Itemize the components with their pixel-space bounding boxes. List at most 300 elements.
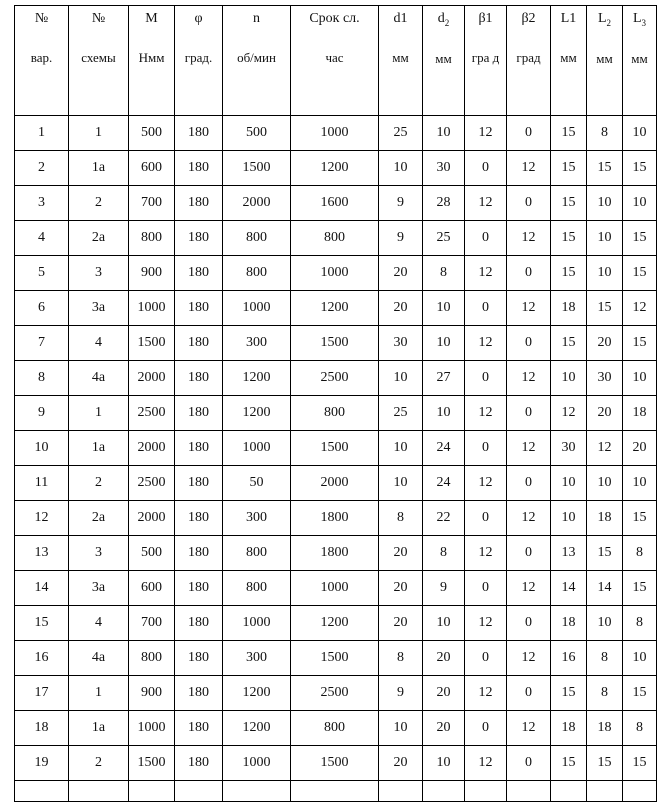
table-cell: 500	[129, 536, 175, 571]
table-cell: 10	[623, 361, 657, 396]
table-cell: 12	[465, 536, 507, 571]
table-cell: 15	[623, 151, 657, 186]
table-row	[15, 291, 657, 326]
table-cell: 10	[379, 431, 423, 466]
table-cell: 3	[69, 536, 129, 571]
table-cell: 0	[507, 606, 551, 641]
table-row	[15, 501, 657, 536]
table-cell: 180	[175, 151, 223, 186]
header-symbol: №	[91, 11, 106, 26]
table-cell: 180	[175, 641, 223, 676]
table-row	[15, 746, 657, 781]
header-symbol: β2	[521, 11, 536, 26]
table-cell: 8	[623, 606, 657, 641]
header-unit: Нмм	[138, 49, 165, 65]
table-cell: 8	[423, 256, 465, 291]
table-cell: 800	[129, 641, 175, 676]
table-cell: 15	[587, 536, 623, 571]
table-cell: 0	[507, 326, 551, 361]
header-symbol: β1	[478, 11, 493, 26]
table-cell: 12	[507, 221, 551, 256]
table-cell: 8	[379, 641, 423, 676]
table-row	[15, 396, 657, 431]
table-cell	[551, 781, 587, 802]
table-row	[15, 186, 657, 221]
table-cell: 1500	[291, 431, 379, 466]
table-cell: 18	[551, 291, 587, 326]
table-cell	[507, 781, 551, 802]
table-cell: 4	[69, 326, 129, 361]
table-cell	[15, 781, 69, 802]
table-cell: 8	[587, 676, 623, 711]
table-cell: 24	[423, 431, 465, 466]
table-cell: 17	[15, 676, 69, 711]
table-row	[15, 641, 657, 676]
header-row	[15, 6, 657, 116]
table-cell: 10	[379, 711, 423, 746]
header-symbol: φ	[194, 11, 203, 26]
table-cell: 18	[551, 711, 587, 746]
table-cell: 15	[623, 221, 657, 256]
table-cell: 15	[551, 116, 587, 151]
table-cell: 5	[15, 256, 69, 291]
table-cell: 10	[379, 151, 423, 186]
header-unit: об/мин	[237, 49, 276, 65]
table-cell: 10	[623, 186, 657, 221]
table-cell: 1	[69, 676, 129, 711]
table-cell: 12	[507, 361, 551, 396]
header-symbol: d1	[393, 11, 408, 26]
table-cell: 180	[175, 431, 223, 466]
table-cell	[465, 781, 507, 802]
header-cell	[423, 6, 465, 116]
variants-table	[14, 5, 657, 802]
header-symbol: L1	[560, 11, 577, 26]
table-cell: 3а	[69, 571, 129, 606]
table-cell: 19	[15, 746, 69, 781]
table-cell: 1500	[291, 326, 379, 361]
table-cell: 1200	[223, 676, 291, 711]
table-cell: 18	[587, 711, 623, 746]
table-cell: 2500	[129, 466, 175, 501]
table-cell: 180	[175, 466, 223, 501]
table-cell: 14	[551, 571, 587, 606]
table-cell: 3	[15, 186, 69, 221]
table-cell: 1800	[291, 501, 379, 536]
table-cell: 0	[507, 116, 551, 151]
table-cell: 0	[507, 536, 551, 571]
table-cell: 3а	[69, 291, 129, 326]
table-cell	[587, 781, 623, 802]
table-cell: 30	[379, 326, 423, 361]
table-cell: 15	[623, 501, 657, 536]
table-row	[15, 431, 657, 466]
table-cell: 9	[379, 676, 423, 711]
table-cell: 20	[379, 746, 423, 781]
table-row	[15, 711, 657, 746]
table-cell: 27	[423, 361, 465, 396]
table-cell: 10	[551, 361, 587, 396]
table-row	[15, 256, 657, 291]
table-cell: 25	[379, 116, 423, 151]
table-cell: 10	[623, 641, 657, 676]
table-cell: 20	[423, 711, 465, 746]
table-cell: 2000	[129, 501, 175, 536]
table-cell: 600	[129, 151, 175, 186]
table-cell: 1500	[223, 151, 291, 186]
table-cell: 12	[465, 606, 507, 641]
header-symbol: M	[145, 11, 158, 26]
table-cell: 1000	[223, 291, 291, 326]
table-cell	[379, 781, 423, 802]
table-cell: 2500	[291, 676, 379, 711]
table-cell: 2000	[129, 361, 175, 396]
table-cell: 700	[129, 606, 175, 641]
table-cell: 180	[175, 571, 223, 606]
table-row	[15, 571, 657, 606]
header-cell	[69, 6, 129, 116]
table-cell: 0	[465, 221, 507, 256]
table-cell: 2	[69, 746, 129, 781]
table-cell: 1200	[223, 361, 291, 396]
table-cell: 12	[507, 571, 551, 606]
header-symbol: $L_2$	[597, 11, 612, 28]
table-cell: 12	[465, 396, 507, 431]
table-cell: 15	[551, 746, 587, 781]
table-cell: 15	[587, 291, 623, 326]
header-cell	[587, 6, 623, 116]
table-cell: 10	[423, 291, 465, 326]
table-cell: 10	[423, 116, 465, 151]
table-cell: 12	[465, 116, 507, 151]
table-cell: 1200	[291, 291, 379, 326]
table-cell: 500	[223, 116, 291, 151]
table-cell: 20	[379, 606, 423, 641]
table-cell: 800	[223, 221, 291, 256]
header-unit: град	[516, 49, 541, 65]
table-cell: 15	[551, 326, 587, 361]
header-unit: час	[325, 49, 344, 65]
table-cell: 300	[223, 501, 291, 536]
table-cell: 12	[465, 746, 507, 781]
table-cell: 2000	[223, 186, 291, 221]
table-cell: 8	[423, 536, 465, 571]
table-cell: 1000	[291, 571, 379, 606]
table-cell: 15	[623, 571, 657, 606]
table-cell: 0	[507, 466, 551, 501]
table-cell: 12	[507, 711, 551, 746]
table-cell: 1200	[223, 711, 291, 746]
table-cell: 180	[175, 676, 223, 711]
table-cell: 2	[15, 151, 69, 186]
table-cell: 1000	[129, 291, 175, 326]
table-cell: 10	[587, 466, 623, 501]
header-cell	[129, 6, 175, 116]
table-cell: 800	[291, 711, 379, 746]
header-cell	[465, 6, 507, 116]
table-cell: 15	[551, 151, 587, 186]
table-cell: 18	[551, 606, 587, 641]
table-cell: 15	[551, 186, 587, 221]
table-cell: 8	[587, 641, 623, 676]
table-cell: 1	[69, 116, 129, 151]
table-cell: 180	[175, 116, 223, 151]
table-cell: 10	[423, 326, 465, 361]
table-cell: 0	[507, 396, 551, 431]
table-cell: 2500	[291, 361, 379, 396]
table-cell: 15	[551, 676, 587, 711]
table-cell: 12	[465, 326, 507, 361]
table-cell: 1000	[291, 116, 379, 151]
table-cell: 2	[69, 186, 129, 221]
table-cell: 10	[379, 466, 423, 501]
table-row	[15, 676, 657, 711]
table-cell: 20	[379, 256, 423, 291]
table-cell: 8	[623, 536, 657, 571]
table-cell: 180	[175, 256, 223, 291]
table-cell: 18	[15, 711, 69, 746]
table-row	[15, 466, 657, 501]
table-row	[15, 536, 657, 571]
table-cell: 1000	[223, 746, 291, 781]
table-cell: 1а	[69, 431, 129, 466]
table-cell: 15	[551, 221, 587, 256]
header-cell	[507, 6, 551, 116]
table-cell: 15	[623, 326, 657, 361]
table-cell: 20	[379, 291, 423, 326]
table-cell: 1а	[69, 711, 129, 746]
table-cell: 500	[129, 116, 175, 151]
table-cell: 15	[623, 676, 657, 711]
table-cell: 1200	[223, 396, 291, 431]
table-cell: 0	[465, 711, 507, 746]
table-cell: 8	[623, 711, 657, 746]
header-unit: мм	[596, 50, 613, 66]
header-cell	[175, 6, 223, 116]
table-row	[15, 221, 657, 256]
table-cell	[175, 781, 223, 802]
table-row	[15, 116, 657, 151]
header-symbol: $d_2$	[437, 11, 450, 28]
table-cell: 10	[551, 501, 587, 536]
table-cell: 30	[423, 151, 465, 186]
table-cell: 11	[15, 466, 69, 501]
table-row	[15, 151, 657, 186]
table-cell: 22	[423, 501, 465, 536]
table-cell: 20	[423, 641, 465, 676]
table-cell	[423, 781, 465, 802]
table-cell: 1500	[291, 746, 379, 781]
table-cell: 800	[223, 256, 291, 291]
table-cell: 1000	[223, 606, 291, 641]
table-cell: 10	[587, 186, 623, 221]
table-cell: 12	[551, 396, 587, 431]
table-cell: 4	[15, 221, 69, 256]
table-cell: 15	[623, 746, 657, 781]
table-cell: 12	[507, 291, 551, 326]
table-cell: 1	[15, 116, 69, 151]
header-symbol: n	[253, 11, 260, 26]
table-cell: 15	[587, 151, 623, 186]
table-cell: 8	[15, 361, 69, 396]
table-cell: 800	[291, 396, 379, 431]
table-cell: 12	[507, 151, 551, 186]
header-unit: схемы	[81, 49, 116, 65]
table-cell: 28	[423, 186, 465, 221]
table-cell: 15	[587, 746, 623, 781]
table-cell: 4	[69, 606, 129, 641]
table-cell: 1600	[291, 186, 379, 221]
table-cell: 12	[465, 466, 507, 501]
header-unit: мм	[435, 50, 452, 66]
table-cell: 2000	[129, 431, 175, 466]
table-cell	[69, 781, 129, 802]
table-cell: 1200	[291, 606, 379, 641]
table-cell: 180	[175, 606, 223, 641]
table-cell: 0	[507, 746, 551, 781]
table-cell: 50	[223, 466, 291, 501]
table-cell: 0	[465, 291, 507, 326]
table-cell: 180	[175, 746, 223, 781]
table-cell: 15	[623, 256, 657, 291]
table-cell: 1500	[129, 746, 175, 781]
table-cell: 10	[379, 361, 423, 396]
table-cell: 10	[423, 746, 465, 781]
table-cell: 25	[423, 221, 465, 256]
table-cell: 1	[69, 396, 129, 431]
table-cell: 0	[465, 431, 507, 466]
header-unit: град.	[184, 49, 213, 65]
table-cell: 1800	[291, 536, 379, 571]
table-cell: 800	[291, 221, 379, 256]
table-cell: 13	[15, 536, 69, 571]
table-cell: 300	[223, 326, 291, 361]
header-cell	[223, 6, 291, 116]
table-cell: 9	[379, 186, 423, 221]
table-row	[15, 606, 657, 641]
table-cell: 0	[465, 151, 507, 186]
table-cell: 0	[465, 641, 507, 676]
table-cell: 20	[623, 431, 657, 466]
header-symbol: №	[34, 11, 49, 26]
header-unit: гра д	[471, 49, 500, 65]
table-cell: 3	[69, 256, 129, 291]
table-cell: 20	[423, 676, 465, 711]
table-row-partial	[15, 781, 657, 802]
table-cell: 0	[507, 256, 551, 291]
table-cell: 600	[129, 571, 175, 606]
header-cell	[551, 6, 587, 116]
table-cell: 180	[175, 186, 223, 221]
table-cell: 9	[379, 221, 423, 256]
table-cell: 300	[223, 641, 291, 676]
table-cell: 9	[423, 571, 465, 606]
table-cell: 24	[423, 466, 465, 501]
table-cell: 20	[379, 536, 423, 571]
table-row	[15, 361, 657, 396]
table-cell: 12	[465, 186, 507, 221]
table-cell: 700	[129, 186, 175, 221]
table-cell: 10	[423, 606, 465, 641]
table-cell: 1а	[69, 151, 129, 186]
table-cell: 14	[15, 571, 69, 606]
table-cell: 4а	[69, 361, 129, 396]
table-cell: 10	[623, 466, 657, 501]
table-cell: 1000	[129, 711, 175, 746]
table-cell: 12	[507, 641, 551, 676]
table-cell: 900	[129, 676, 175, 711]
table-cell: 900	[129, 256, 175, 291]
table-cell: 1000	[223, 431, 291, 466]
table-cell: 0	[507, 186, 551, 221]
table-cell	[223, 781, 291, 802]
table-cell: 800	[223, 536, 291, 571]
table-cell: 12	[15, 501, 69, 536]
table-cell: 2000	[291, 466, 379, 501]
table-cell: 0	[507, 676, 551, 711]
table-cell: 800	[223, 571, 291, 606]
table-cell: 10	[623, 116, 657, 151]
header-unit: мм	[392, 49, 409, 65]
table-cell: 180	[175, 711, 223, 746]
table-cell	[129, 781, 175, 802]
table-cell: 12	[465, 676, 507, 711]
table-cell: 180	[175, 326, 223, 361]
table-cell: 10	[587, 606, 623, 641]
table-cell	[623, 781, 657, 802]
table-cell: 180	[175, 536, 223, 571]
table-cell: 180	[175, 221, 223, 256]
header-unit: мм	[631, 50, 648, 66]
table-cell: 20	[587, 326, 623, 361]
table-cell: 180	[175, 501, 223, 536]
table-cell: 2а	[69, 221, 129, 256]
header-unit: мм	[560, 49, 577, 65]
table-cell: 14	[587, 571, 623, 606]
table-cell: 2	[69, 466, 129, 501]
table-cell: 12	[507, 431, 551, 466]
table-cell: 8	[587, 116, 623, 151]
table-cell: 25	[379, 396, 423, 431]
table-cell: 1500	[291, 641, 379, 676]
table-cell: 1000	[291, 256, 379, 291]
table-row	[15, 326, 657, 361]
header-unit: вар.	[30, 49, 53, 65]
table-cell: 12	[623, 291, 657, 326]
header-symbol: Срок сл.	[309, 11, 360, 26]
table-cell: 18	[623, 396, 657, 431]
table-cell	[291, 781, 379, 802]
table-cell: 18	[587, 501, 623, 536]
header-cell	[623, 6, 657, 116]
table-cell: 180	[175, 396, 223, 431]
table-cell: 10	[587, 256, 623, 291]
table-cell: 12	[465, 256, 507, 291]
table-cell: 12	[587, 431, 623, 466]
table-cell: 30	[551, 431, 587, 466]
header-cell	[15, 6, 69, 116]
table-cell: 6	[15, 291, 69, 326]
table-cell: 30	[587, 361, 623, 396]
table-cell: 9	[15, 396, 69, 431]
table-cell: 800	[129, 221, 175, 256]
table-cell: 12	[507, 501, 551, 536]
table-cell: 2а	[69, 501, 129, 536]
table-cell: 0	[465, 501, 507, 536]
table-cell: 15	[551, 256, 587, 291]
table-cell: 15	[15, 606, 69, 641]
header-cell	[291, 6, 379, 116]
